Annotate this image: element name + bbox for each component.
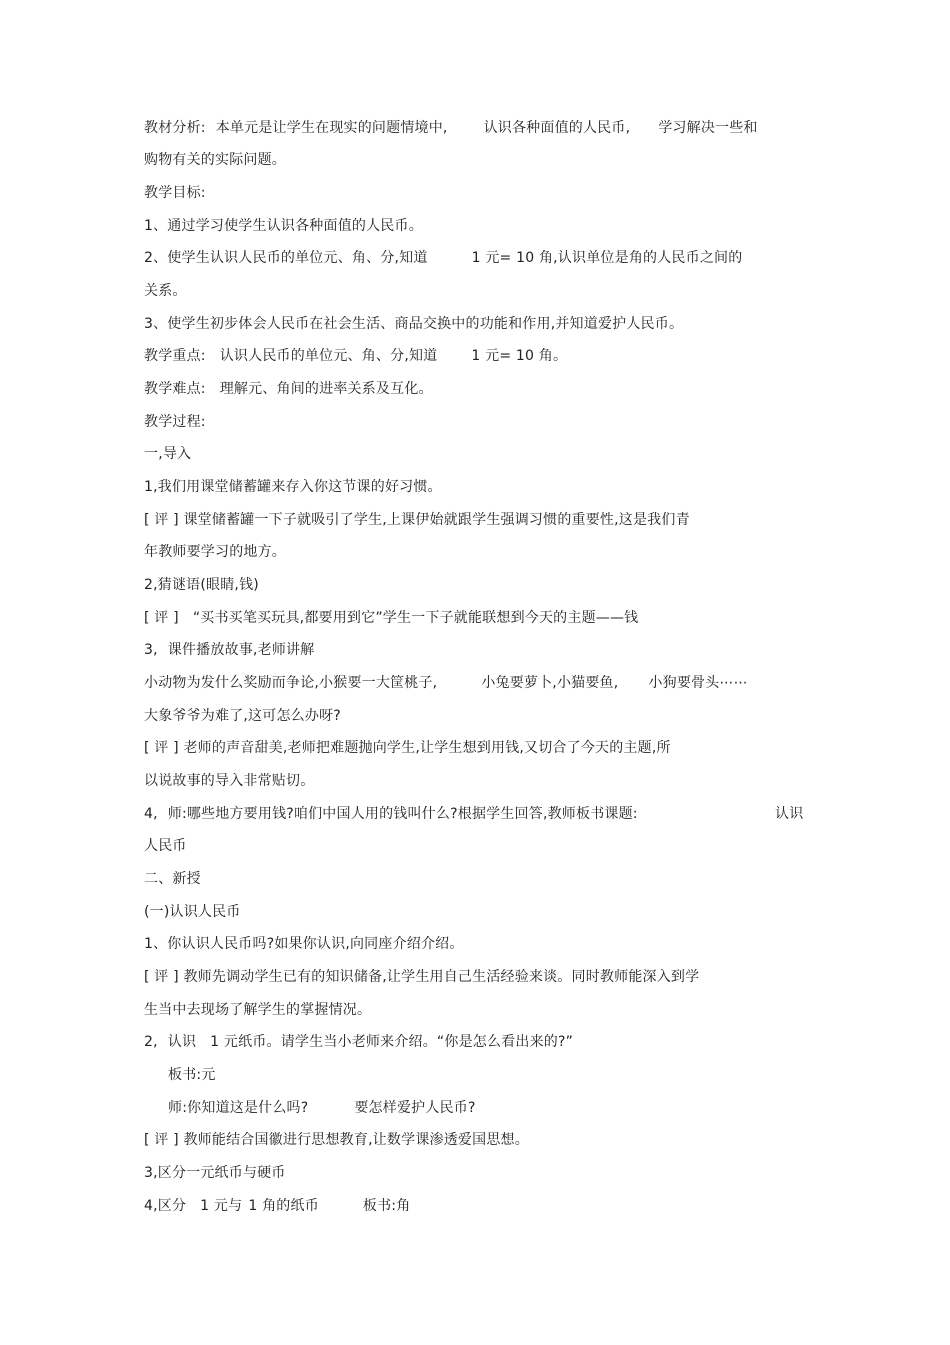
material-analysis-text-4: 购物有关的实际问题。 xyxy=(144,152,286,168)
intro-step-4-topic: 认识 xyxy=(775,806,804,822)
section-new-label: 二、新授 xyxy=(144,871,201,887)
intro-step-4-topic-2: 人民币 xyxy=(144,838,187,854)
board-note-yuan-text: 板书:元 xyxy=(168,1067,216,1083)
intro-step-2 xyxy=(144,576,259,594)
intro-step-4-text: 师:哪些地方要用钱?咱们中国人用的钱叫什么?根据学生回答,教师板书课题: xyxy=(167,806,638,822)
new-step-3 xyxy=(144,1164,286,1182)
material-analysis-continued xyxy=(144,151,286,169)
teaching-process-heading xyxy=(144,413,206,431)
new-step-1 xyxy=(144,935,464,953)
board-note-yuan xyxy=(168,1066,216,1084)
teaching-focus-text-1: 认识人民币的单位元、角、分,知道 xyxy=(219,348,438,364)
new-step-3-text: 3,区分一元纸币与硬币 xyxy=(144,1165,286,1181)
subsection-1-label: (一)认识人民币 xyxy=(144,904,241,920)
teaching-goals-label: 教学目标: xyxy=(144,185,206,201)
new-step-4-text-2: 1 元与 xyxy=(200,1198,243,1214)
section-intro-label: 一,导入 xyxy=(144,446,192,462)
story-text-3: 小狗要骨头⋯⋯ xyxy=(648,675,748,691)
new-step-2-number: 2, xyxy=(144,1034,158,1050)
intro-step-4-number: 4, xyxy=(144,806,158,822)
teaching-process-label: 教学过程: xyxy=(144,414,206,430)
intro-step-2-text: 2,猜谜语(眼睛,钱) xyxy=(144,577,259,593)
goal-2-continued xyxy=(144,282,187,300)
teaching-difficulty-text: 理解元、角间的进率关系及互化。 xyxy=(219,381,433,397)
new-step-4-text-1: 4,区分 xyxy=(144,1198,187,1214)
comment-3-text-2: 以说故事的导入非常贴切。 xyxy=(144,773,315,789)
comment-5-text: [ 评 ] 教师能结合国徽进行思想教育,让数学课渗透爱国思想。 xyxy=(144,1132,529,1148)
comment-1-continued xyxy=(144,543,286,561)
material-analysis-text-3: 学习解决一些和 xyxy=(658,120,758,136)
story-line-continued xyxy=(144,707,341,725)
teacher-question-text-1: 师:你知道这是什么吗? xyxy=(168,1100,309,1116)
new-step-1-text: 1、你认识人民币吗?如果你认识,向同座介绍介绍。 xyxy=(144,936,464,952)
goal-2-text-1: 2、使学生认识人民币的单位元、角、分,知道 xyxy=(144,250,428,266)
goal-2 xyxy=(144,249,742,267)
comment-4-text: [ 评 ] 教师先调动学生已有的知识储备,让学生用自己生活经验来谈。同时教师能深入到学 xyxy=(144,969,700,985)
teaching-focus-label: 教学重点: xyxy=(144,348,206,364)
new-step-2 xyxy=(144,1033,573,1051)
material-analysis-line xyxy=(144,119,758,137)
goal-3-text: 3、使学生初步体会人民币在社会生活、商品交换中的功能和作用,并知道爱护人民币。 xyxy=(144,316,684,332)
goal-1 xyxy=(144,217,423,235)
comment-2-text: “买书买笔买玩具,都要用到它”学生一下子就能联想到今天的主题——钱 xyxy=(192,610,639,626)
comment-2-label: [ 评 ] xyxy=(144,610,179,626)
new-step-4 xyxy=(144,1197,410,1215)
intro-step-1-text: 1,我们用课堂储蓄罐来存入你这节课的好习惯。 xyxy=(144,479,442,495)
comment-5 xyxy=(144,1131,529,1149)
intro-step-3-number: 3, xyxy=(144,642,158,658)
comment-3-continued xyxy=(144,772,314,790)
new-step-4-board-note: 板书:角 xyxy=(362,1198,411,1214)
new-step-2-text-1: 认识 xyxy=(167,1034,197,1050)
goal-2-text-2: 1 元= 10 角,认识单位是角的人民币之间的 xyxy=(471,250,743,266)
teacher-question-text-2: 要怎样爱护人民币? xyxy=(354,1100,476,1116)
teacher-question xyxy=(168,1099,476,1117)
material-analysis-text-1: 本单元是让学生在现实的问题情境中, xyxy=(215,120,448,136)
intro-step-3 xyxy=(144,641,314,659)
comment-1-text: [ 评 ] 课堂储蓄罐一下子就吸引了学生,上课伊始就跟学生强调习惯的重要性,这是我们青 xyxy=(144,512,690,528)
intro-step-4-continued xyxy=(144,837,187,855)
teaching-difficulty-line xyxy=(144,380,433,398)
teaching-difficulty-label: 教学难点: xyxy=(144,381,206,397)
story-text-2: 小兔要萝卜,小猫要鱼, xyxy=(481,675,619,691)
subsection-1-heading xyxy=(144,903,241,921)
goal-1-text: 1、通过学习使学生认识各种面值的人民币。 xyxy=(144,218,423,234)
section-intro-heading xyxy=(144,445,191,463)
intro-step-4 xyxy=(144,805,807,823)
teaching-focus-text-2: 1 元= 10 角。 xyxy=(471,348,568,364)
intro-step-1 xyxy=(144,478,442,496)
new-step-2-text-2: 1 元纸币。请学生当小老师来介绍。“你是怎么看出来的?” xyxy=(210,1034,574,1050)
intro-step-3-text: 课件播放故事,老师讲解 xyxy=(167,642,315,658)
comment-4-text-2: 生当中去现场了解学生的掌握情况。 xyxy=(144,1002,372,1018)
story-line xyxy=(144,674,748,692)
new-step-4-text-3: 1 角的纸币 xyxy=(248,1198,319,1214)
story-text-1: 小动物为发什么奖励而争论,小猴要一大筐桃子, xyxy=(144,675,438,691)
comment-2 xyxy=(144,609,638,627)
teaching-goals-heading xyxy=(144,184,206,202)
comment-4 xyxy=(144,968,699,986)
goal-2-text-3: 关系。 xyxy=(144,283,187,299)
goal-3 xyxy=(144,315,683,333)
comment-3-text: [ 评 ] 老师的声音甜美,老师把难题抛向学生,让学生想到用钱,又切合了今天的主题,所 xyxy=(144,740,671,756)
teaching-focus-line xyxy=(144,347,567,365)
material-analysis-text-2: 认识各种面值的人民币, xyxy=(483,120,631,136)
comment-1 xyxy=(144,511,690,529)
comment-3 xyxy=(144,739,671,757)
section-new-heading xyxy=(144,870,201,888)
comment-4-continued xyxy=(144,1001,371,1019)
material-analysis-label: 教材分析: xyxy=(144,120,206,136)
story-text-4: 大象爷爷为难了,这可怎么办呀? xyxy=(144,708,341,724)
comment-1-text-2: 年教师要学习的地方。 xyxy=(144,544,286,560)
